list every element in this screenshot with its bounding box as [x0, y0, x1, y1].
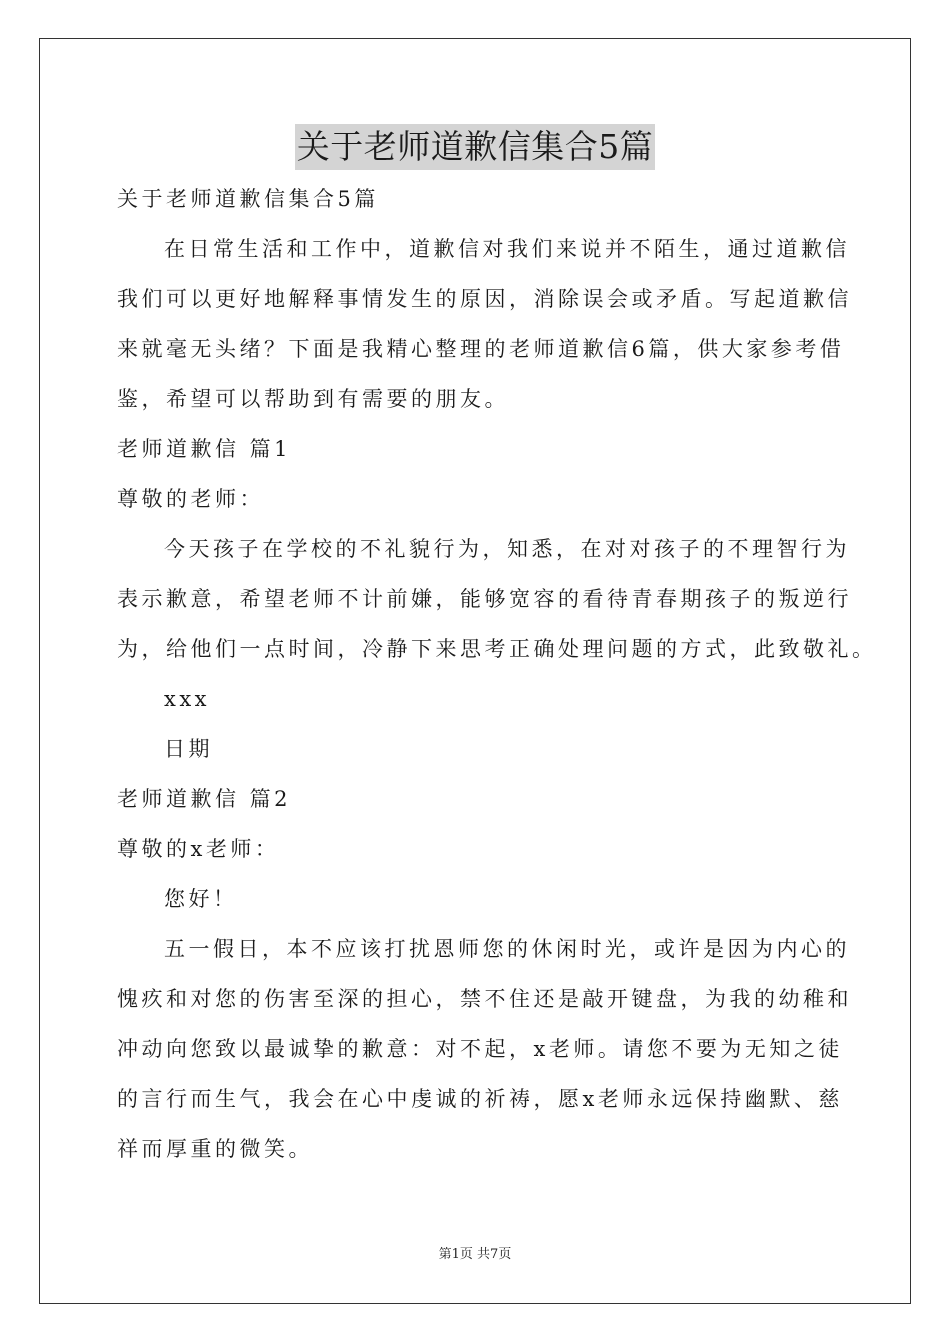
subtitle-line: 关于老师道歉信集合5篇 [117, 187, 379, 211]
letter-body-line: 的言行而生气，我会在心中虔诚的祈祷，愿x老师永远保持幽默、慈 [117, 1087, 843, 1111]
intro-paragraph-line: 我们可以更好地解释事情发生的原因，消除误会或矛盾。写起道歉信 [117, 287, 852, 311]
salutation: 尊敬的老师： [117, 487, 264, 511]
letter-body-line: 五一假日，本不应该打扰恩师您的休闲时光，或许是因为内心的 [164, 937, 850, 961]
signature: xxx [164, 687, 211, 711]
greeting: 您好！ [164, 887, 238, 911]
letter-body-line: 冲动向您致以最诚挚的歉意：对不起，x老师。请您不要为无知之徒 [117, 1037, 843, 1061]
letter-body-line: 愧疚和对您的伤害至深的担心，禁不住还是敲开键盘，为我的幼稚和 [117, 987, 852, 1011]
salutation: 尊敬的x老师： [117, 837, 280, 861]
letter-body-line: 表示歉意，希望老师不计前嫌，能够宽容的看待青春期孩子的叛逆行 [117, 587, 852, 611]
letter-body-line: 今天孩子在学校的不礼貌行为，知悉，在对对孩子的不理智行为 [164, 537, 850, 561]
date-line: 日期 [164, 737, 213, 761]
letter-body-line: 祥而厚重的微笑。 [117, 1137, 313, 1161]
intro-paragraph-line: 来就毫无头绪？下面是我精心整理的老师道歉信6篇，供大家参考借 [117, 337, 845, 361]
section-heading: 老师道歉信 篇2 [117, 787, 292, 811]
intro-paragraph-line: 鉴，希望可以帮助到有需要的朋友。 [117, 387, 509, 411]
intro-paragraph-line: 在日常生活和工作中，道歉信对我们来说并不陌生，通过道歉信 [164, 237, 850, 261]
page-border [39, 38, 911, 1304]
section-heading: 老师道歉信 篇1 [117, 437, 292, 461]
title-container [0, 124, 950, 170]
document-title: 关于老师道歉信集合5篇 [295, 124, 656, 170]
letter-body-line: 为，给他们一点时间，冷静下来思考正确处理问题的方式，此致敬礼。 [117, 637, 877, 661]
page-footer: 第1页 共7页 [438, 1247, 512, 1262]
